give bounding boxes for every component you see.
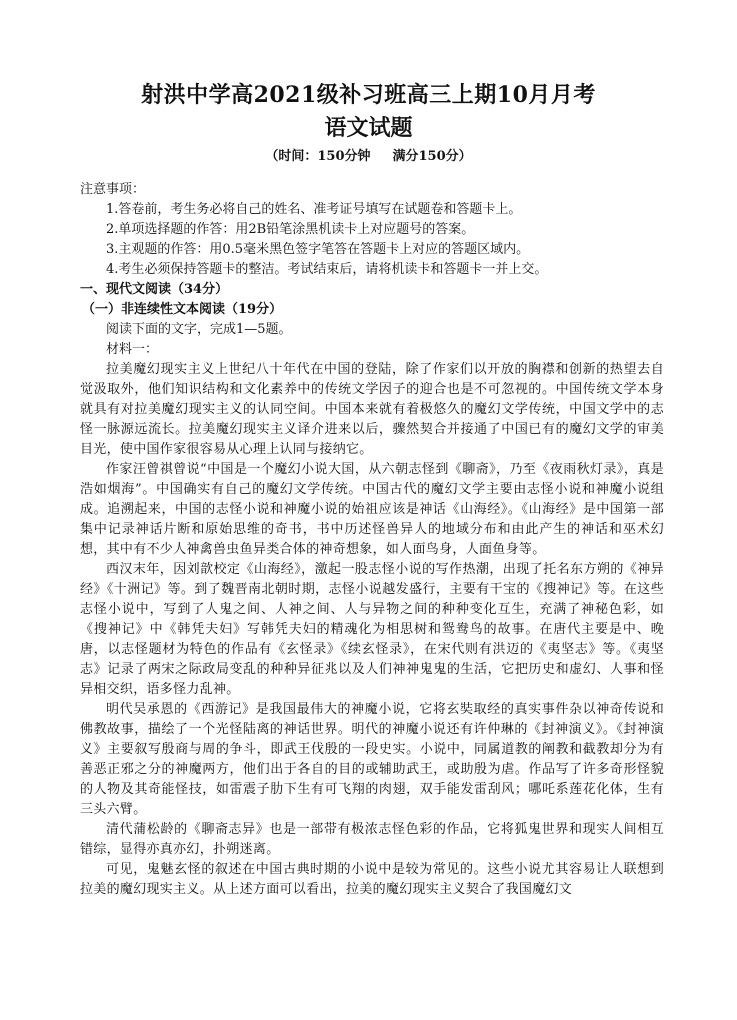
article-paragraph: 作家汪曾祺曾说“中国是一个魔幻小说大国，从六朝志怪到《聊斋》，乃至《夜雨秋灯录》，真是浩如烟海”。中国确实有自己的魔幻文学传统。中国古代的魔幻文学主要由志怪小说和神魔小说组成。追溯起来，中国的志怪小说和神魔小说的始祖应该是神话《山海经》。《山海经》是中国第一部集中记录神话片断和原始思维的奇书，书中历述怪兽异人的地域分布和由此产生的神话和巫术幻想，其中有不少人神禽兽虫鱼异类合体的神奇想象，如人面鸟身，人面鱼身等。	[80, 462, 664, 557]
subsection-heading: （一）非连续性文本阅读（19分）	[82, 302, 283, 317]
article-paragraph: 清代蒲松龄的《聊斋志异》也是一部带有极浓志怪色彩的作品，它将狐鬼世界和现实人间相互错综，显得亦真亦幻，扑朔迷离。	[80, 822, 664, 857]
article-paragraph: 明代吴承恩的《西游记》是我国最伟大的神魔小说，它将玄奘取经的真实事件杂以神奇传说和佛教故事，描绘了一个光怪陆离的神话世界。明代的神魔小说还有许仲琳的《封神演义》。《封神演义》主要叙写殷商与周的争斗，即武王伐殷的一段史实。小说中，同属道教的阐教和截教却分为有善恶正邪之分的神魔两方，他们出于各自的目的或辅助武王，或助殷为虐。作品写了许多奇形怪貌的人物及其奇能怪技，如雷震子肋下生有可飞翔的肉翅，双手能发雷刮风；哪吒系莲花化体，生有三头六臂。	[80, 702, 664, 817]
exam-title: 射洪中学高2021级补习班高三上期10月月考	[141, 82, 596, 108]
notice-item: 1.答卷前，考生务必将自己的姓名、准考证号填写在试题卷和答题卡上。	[106, 202, 522, 217]
notice-item: 3.主观题的作答：用0.5毫米黑色签字笔答在答题卡上对应的答题区域内。	[106, 242, 530, 257]
section-heading: 一、现代文阅读（34分）	[80, 282, 229, 297]
exam-subtitle: 语文试题	[324, 115, 413, 141]
notice-list	[80, 200, 664, 280]
notice-item: 2.单项选择题的作答：用2B铅笔涂黑机读卡上对应题号的答案。	[106, 222, 475, 237]
notice-heading: 注意事项：	[80, 182, 146, 197]
reading-instruction: 阅读下面的文字，完成1—5题。	[106, 322, 292, 337]
exam-body	[80, 180, 664, 900]
exam-time-info	[0, 145, 737, 164]
exam-duration: （时间：150分钟	[265, 149, 371, 164]
notice-item: 4.考生必须保持答题卡的整洁。考试结束后，请将机读卡和答题卡一并上交。	[106, 262, 548, 277]
exam-total-score: 满分150分）	[392, 149, 472, 164]
article-paragraph: 拉美魔幻现实主义上世纪八十年代在中国的登陆，除了作家们以开放的胸襟和创新的热望去自觉汲取外，他们知识结构和文化素养中的传统文学因子的迎合也是不可忽视的。中国传统文学本身就具有对拉美魔幻现实主义的认同空间。中国本来就有着极悠久的魔幻文学传统，中国文学中的志怪一脉源远流长。拉美魔幻现实主义译介进来以后，骤然契合并接通了中国已有的魔幻文学的审美目光，使中国作家很容易从心理上认同与接纳它。	[80, 362, 664, 457]
article-paragraph: 西汉末年，因刘歆校定《山海经》，激起一股志怪小说的写作热潮，出现了托名东方朔的《神异经》《十洲记》等。到了魏晋南北朝时期，志怪小说越发盛行，主要有干宝的《搜神记》等。在这些志怪小说中，写到了人鬼之间、人神之间、人与异物之间的种种变化互生，充满了神秘色彩，如《搜神记》中《韩凭夫妇》写韩凭夫妇的精魂化为相思树和鸳鸯鸟的故事。在唐代主要是中、晚唐，以志怪题材为特色的作品有《玄怪录》《续玄怪录》，在宋代则有洪迈的《夷坚志》等。《夷坚志》记录了两宋之际政局变乱的种种异征兆以及人们神神鬼鬼的生活，它把历史和虚幻、人事和怪异相交织，语多怪力乱神。	[80, 562, 664, 697]
article-paragraph: 可见，鬼魅玄怪的叙述在中国古典时期的小说中是较为常见的。这些小说尤其容易让人联想到拉美的魔幻现实主义。从上述方面可以看出，拉美的魔幻现实主义契合了我国魔幻文	[80, 862, 664, 897]
material-label: 材料一：	[106, 342, 159, 357]
